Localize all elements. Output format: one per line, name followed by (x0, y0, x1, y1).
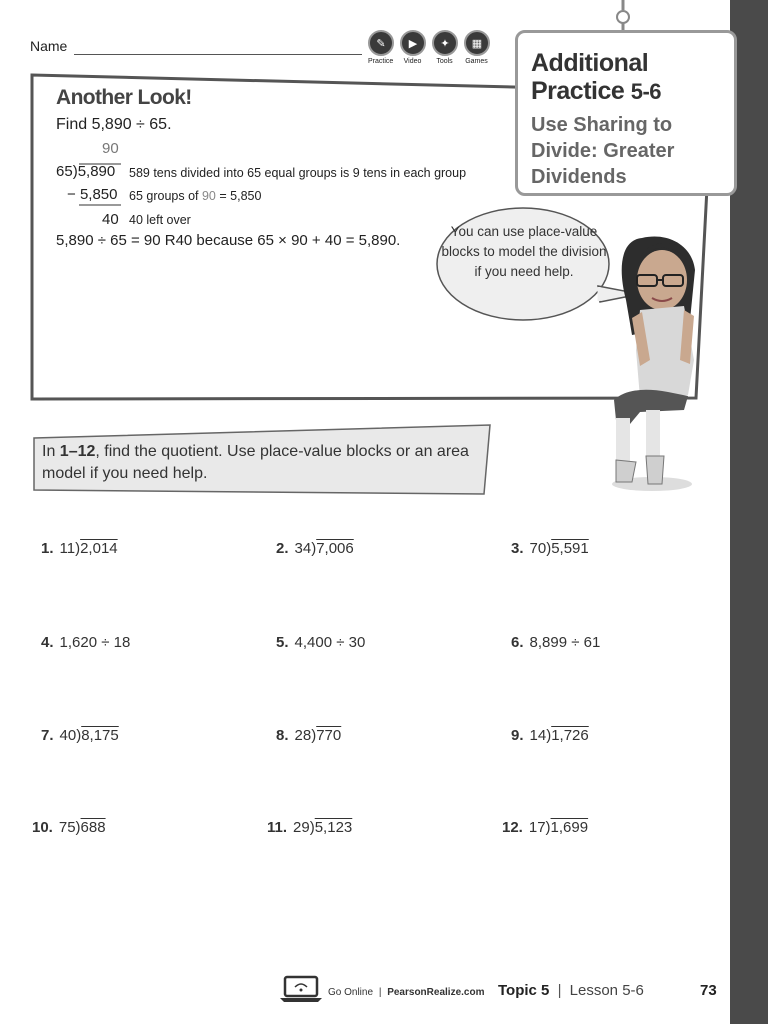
topic-label: Topic 5 (498, 982, 550, 999)
example-prompt: Find 5,890 ÷ 65. (56, 116, 172, 133)
problem-8: 8. 28)770 (276, 727, 342, 744)
game-icon: ▦ (464, 30, 490, 56)
expression: 1,620 ÷ 18 (59, 634, 131, 651)
problem-number: 12. (502, 819, 523, 836)
problem-1: 1. 11)2,014 (41, 540, 118, 557)
expression: 4,400 ÷ 30 (294, 634, 366, 651)
divisor: 29 (293, 819, 310, 836)
instructions-range: 1–12 (59, 443, 96, 460)
divisor: 75 (58, 819, 76, 836)
video-label: Video (403, 58, 422, 65)
problem-2: 2. 34)7,006 (276, 540, 354, 557)
tools-label: Tools (436, 58, 453, 65)
instructions-prefix: In (42, 443, 56, 460)
problem-4 (41, 634, 130, 651)
problem-number: 10. (32, 819, 53, 836)
site-link[interactable]: PearsonRealize.com (387, 987, 485, 998)
division-bracket: ) (72, 163, 78, 180)
footer-topic: Topic 5 | Lesson 5-6 (498, 982, 644, 999)
problem-3: 3. 70)5,591 (511, 540, 589, 557)
divisor: 11 (59, 540, 76, 557)
pencil-icon: ✎ (368, 30, 394, 56)
example-divisor (56, 163, 115, 180)
problem-number: 5. (276, 634, 289, 651)
example-note-2 (129, 189, 261, 203)
page-number: 73 (700, 982, 717, 999)
name-label: Name (30, 38, 68, 54)
example-subtraction (67, 186, 117, 203)
dividend: 1,699 (550, 819, 589, 836)
instructions-text: , find the quotient. Use place-value blocks or an area model if you need help. (42, 443, 469, 482)
problem-11: 11. 29)5,123 (267, 819, 353, 836)
problem-number: 4. (41, 634, 54, 651)
problem-number: 3. (511, 540, 524, 557)
problem-12: 12. 17)1,699 (502, 819, 589, 836)
divisor: 28 (294, 727, 312, 744)
play-icon: ▶ (400, 30, 426, 56)
problem-10: 10. 75)688 (32, 819, 106, 836)
note2-suffix: = 5,850 (219, 189, 262, 203)
dividend: 5,591 (551, 540, 589, 557)
divisor: 34 (294, 540, 312, 557)
divisor: 70 (529, 540, 547, 557)
dividend: 5,123 (314, 819, 353, 836)
problem-number: 9. (511, 727, 524, 744)
expression: 8,899 ÷ 61 (529, 634, 601, 651)
lesson-number: 5-6 (630, 79, 662, 104)
problem-9: 9. 14)1,726 (511, 727, 589, 744)
wrench-icon: ✦ (432, 30, 458, 56)
problem-7: 7. 40)8,175 (41, 727, 119, 744)
problem-number: 7. (41, 727, 54, 744)
another-look-heading: Another Look! (56, 86, 192, 109)
subtitle-line2: Divide: Greater (531, 140, 675, 162)
problem-number: 8. (276, 727, 289, 744)
problem-number: 1. (41, 540, 54, 557)
games-label: Games (465, 58, 488, 65)
divisor: 17 (528, 819, 546, 836)
practice-label: Practice (368, 58, 394, 65)
dividend: 770 (316, 727, 342, 744)
instructions (42, 441, 482, 485)
lesson-title-card (515, 30, 737, 196)
speech-bubble-text: You can use place-value blocks to model the division if you need help. (441, 224, 607, 279)
dividend: 8,175 (81, 727, 119, 744)
divisor-value: 65 (56, 163, 73, 180)
problem-number: 11. (267, 819, 288, 836)
example-remainder: 40 (102, 211, 119, 228)
lesson-subtitle (531, 112, 724, 190)
hook-icon (617, 0, 629, 34)
dividend: 7,006 (316, 540, 354, 557)
minus-sign: − (67, 186, 76, 203)
problem-number: 6. (511, 634, 524, 651)
note2-prefix: 65 groups of (129, 189, 199, 203)
title-line1: Additional (531, 49, 649, 77)
example-note-1: 589 tens divided into 65 equal groups is 9 tens in each group (129, 166, 467, 180)
dividend: 688 (80, 819, 106, 836)
example-note-3: 40 left over (129, 213, 191, 227)
example-quotient: 90 (102, 140, 119, 157)
note2-highlight: 90 (201, 189, 216, 203)
problem-6 (511, 634, 600, 651)
lesson-label: Lesson 5-6 (569, 982, 644, 999)
subtract-value: 5,850 (79, 186, 118, 203)
laptop-icon (280, 975, 322, 1003)
dividend: 2,014 (80, 540, 118, 557)
example-conclusion: 5,890 ÷ 65 = 90 R40 because 65 × 90 + 40 = 5,890. (56, 232, 401, 249)
subtitle-line1: Use Sharing to (531, 114, 673, 136)
title-practice: Practice (531, 77, 625, 105)
title-line2 (531, 77, 724, 106)
subtitle-line3: Dividends (531, 166, 627, 188)
footer-online: Go Online | PearsonRealize.com (328, 987, 485, 998)
dividend-value: 5,890 (77, 163, 116, 180)
problem-number: 2. (276, 540, 289, 557)
divisor: 40 (59, 727, 77, 744)
dividend: 1,726 (551, 727, 589, 744)
go-online-label: Go Online (328, 987, 374, 998)
problem-5 (276, 634, 365, 651)
divisor: 14 (529, 727, 547, 744)
